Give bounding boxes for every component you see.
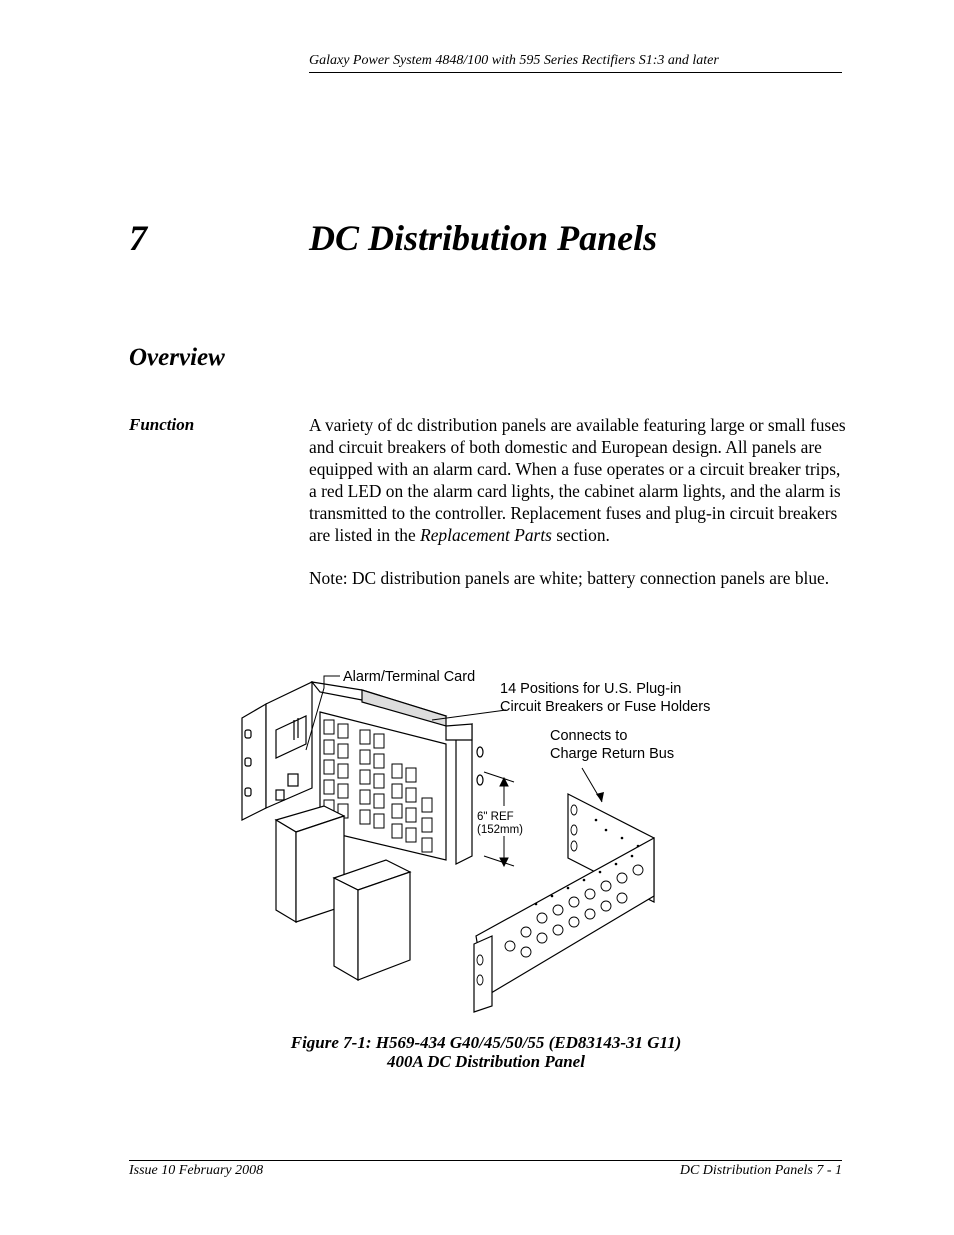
dimension-label-line1: 6" REF bbox=[477, 811, 514, 823]
paragraph-text-start: A variety of dc distribution panels are available featuring large or small fuses and circuit breakers of both domestic and European design. All panels are equipped with an alarm card. When a fuse operates or a circuit breaker trips, a red LED on the alarm card lights, the cabinet alarm lights, and the alarm is transmitted to the controller. Replacement fuses and plug-in circuit breakers are listed in the bbox=[309, 415, 846, 545]
function-label: Function bbox=[129, 415, 195, 434]
replacement-parts-reference: Replacement Parts bbox=[420, 525, 552, 545]
footer-rule bbox=[129, 1160, 842, 1161]
chapter-title: DC Distribution Panels bbox=[309, 218, 658, 258]
connects-callout-line2: Charge Return Bus bbox=[550, 746, 675, 762]
figure-caption-line2: 400A DC Distribution Panel bbox=[387, 1052, 585, 1071]
dimension-label-line2: (152mm) bbox=[477, 824, 524, 836]
alarm-card-callout: Alarm/Terminal Card bbox=[343, 669, 476, 685]
footer-issue-date: Issue 10 February 2008 bbox=[129, 1163, 264, 1178]
figure-caption-line1: Figure 7-1: H569-434 G40/45/50/55 (ED83143-31 G11) bbox=[290, 1033, 682, 1052]
running-header: Galaxy Power System 4848/100 with 595 Series Rectifiers S1:3 and later bbox=[309, 53, 719, 68]
positions-callout-line1: 14 Positions for U.S. Plug-in bbox=[500, 681, 682, 697]
note-paragraph: Note: DC distribution panels are white; battery connection panels are blue. bbox=[309, 568, 830, 588]
function-paragraph bbox=[309, 414, 849, 546]
footer-page-number: DC Distribution Panels 7 - 1 bbox=[679, 1163, 842, 1178]
distribution-panel-figure bbox=[236, 660, 736, 1020]
header-rule bbox=[309, 72, 842, 73]
positions-callout-line2: Circuit Breakers or Fuse Holders bbox=[500, 699, 711, 715]
paragraph-text-end: section. bbox=[551, 525, 610, 545]
chapter-number: 7 bbox=[129, 218, 147, 258]
connects-callout-line1: Connects to bbox=[550, 728, 628, 744]
distribution-panel-illustration bbox=[236, 660, 736, 1020]
section-heading: Overview bbox=[129, 344, 225, 371]
